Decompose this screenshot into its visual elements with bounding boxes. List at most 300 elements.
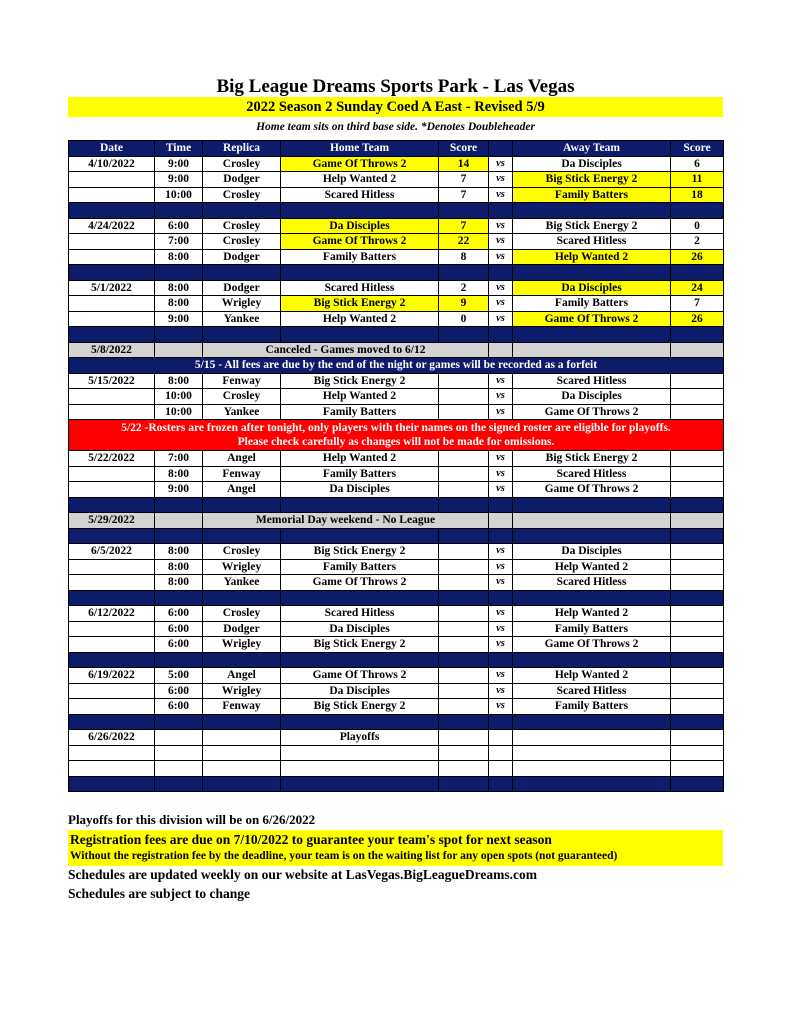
col-away-team: Away Team	[513, 141, 671, 157]
separator-cell	[281, 528, 439, 544]
separator-cell	[439, 203, 489, 219]
time-cell: 8:00	[155, 575, 203, 591]
vs-cell: vs	[489, 404, 513, 420]
home-score-cell	[439, 621, 489, 637]
separator-cell	[203, 652, 281, 668]
home-team-cell: Family Batters	[281, 249, 439, 265]
separator-row	[69, 265, 724, 281]
away-team-cell: Family Batters	[513, 187, 671, 203]
separator-row	[69, 652, 724, 668]
vs-cell	[489, 745, 513, 761]
home-team-cell: Game Of Throws 2	[281, 234, 439, 250]
separator-cell	[69, 528, 155, 544]
away-score-cell	[671, 404, 724, 420]
time-cell: 9:00	[155, 311, 203, 327]
home-team-cell: Game Of Throws 2	[281, 575, 439, 591]
date-cell: 4/10/2022	[69, 156, 155, 172]
away-score-cell: 0	[671, 218, 724, 234]
away-score-cell: 18	[671, 187, 724, 203]
roster-notice-line-2: Please check carefully as changes will not be made for omissions.	[237, 436, 555, 448]
date-cell: 6/5/2022	[69, 544, 155, 560]
date-cell	[69, 559, 155, 575]
away-score-cell	[671, 451, 724, 467]
home-team-cell: Help Wanted 2	[281, 451, 439, 467]
vs-cell: vs	[489, 621, 513, 637]
separator-cell	[203, 590, 281, 606]
time-cell: 8:00	[155, 466, 203, 482]
away-team-cell: Family Batters	[513, 699, 671, 715]
home-team-cell: Big Stick Energy 2	[281, 699, 439, 715]
separator-cell	[671, 528, 724, 544]
home-score-cell	[439, 683, 489, 699]
home-score-cell	[439, 668, 489, 684]
home-team-cell: Family Batters	[281, 466, 439, 482]
separator-cell	[155, 652, 203, 668]
replica-cell: Yankee	[203, 575, 281, 591]
date-cell	[69, 404, 155, 420]
home-team-cell: Game Of Throws 2	[281, 156, 439, 172]
replica-cell: Crosley	[203, 187, 281, 203]
vs-cell: vs	[489, 156, 513, 172]
game-row	[69, 451, 724, 467]
replica-cell: Wrigley	[203, 296, 281, 312]
date-cell	[69, 172, 155, 188]
time-cell: 10:00	[155, 389, 203, 405]
time-cell: 8:00	[155, 373, 203, 389]
game-row	[69, 389, 724, 405]
date-cell	[69, 311, 155, 327]
home-score-cell: 7	[439, 172, 489, 188]
playoffs-note: Playoffs for this division will be on 6/26/2022	[68, 812, 316, 827]
replica-cell: Dodger	[203, 621, 281, 637]
game-row	[69, 668, 724, 684]
away-team-cell	[513, 745, 671, 761]
separator-cell	[439, 497, 489, 513]
away-team-cell: Scared Hitless	[513, 683, 671, 699]
away-score-cell: 6	[671, 156, 724, 172]
away-score-cell	[671, 683, 724, 699]
vs-cell: vs	[489, 544, 513, 560]
separator-row	[69, 590, 724, 606]
date-cell	[69, 745, 155, 761]
game-row	[69, 683, 724, 699]
separator-cell	[281, 497, 439, 513]
replica-cell: Fenway	[203, 699, 281, 715]
game-row	[69, 466, 724, 482]
separator-cell	[513, 265, 671, 281]
waiting-list-note: Without the registration fee by the deadline, your team is on the waiting list for any open spots (not guaranteed)	[70, 850, 618, 862]
away-team-cell	[513, 730, 671, 746]
date-cell	[69, 621, 155, 637]
date-cell: 4/24/2022	[69, 218, 155, 234]
separator-cell	[439, 327, 489, 343]
vs-cell: vs	[489, 218, 513, 234]
away-score-cell	[671, 621, 724, 637]
game-row	[69, 249, 724, 265]
separator-cell	[281, 327, 439, 343]
col-vs	[489, 141, 513, 157]
game-row	[69, 559, 724, 575]
home-team-cell: Da Disciples	[281, 482, 439, 498]
separator-cell	[439, 265, 489, 281]
home-team-cell: Help Wanted 2	[281, 172, 439, 188]
replica-cell: Crosley	[203, 234, 281, 250]
separator-cell	[439, 528, 489, 544]
separator-cell	[69, 327, 155, 343]
away-team-cell: Help Wanted 2	[513, 249, 671, 265]
date-cell	[69, 575, 155, 591]
game-row	[69, 544, 724, 560]
separator-cell	[155, 203, 203, 219]
away-team-cell: Help Wanted 2	[513, 668, 671, 684]
away-score-cell	[671, 466, 724, 482]
separator-cell	[513, 327, 671, 343]
separator-cell	[489, 497, 513, 513]
away-team-cell: Game Of Throws 2	[513, 482, 671, 498]
empty-cell	[489, 342, 513, 358]
home-score-cell	[439, 559, 489, 575]
date-cell	[69, 249, 155, 265]
time-cell: 6:00	[155, 683, 203, 699]
separator-cell	[203, 714, 281, 730]
away-team-cell: Big Stick Energy 2	[513, 172, 671, 188]
away-score-cell	[671, 373, 724, 389]
away-score-cell	[671, 637, 724, 653]
home-score-cell	[439, 373, 489, 389]
game-row	[69, 373, 724, 389]
game-row	[69, 234, 724, 250]
separator-cell	[513, 528, 671, 544]
away-team-cell: Da Disciples	[513, 544, 671, 560]
home-score-cell: 0	[439, 311, 489, 327]
separator-cell	[671, 265, 724, 281]
away-team-cell: Da Disciples	[513, 156, 671, 172]
separator-cell	[671, 497, 724, 513]
game-row	[69, 187, 724, 203]
game-row	[69, 730, 724, 746]
vs-cell: vs	[489, 389, 513, 405]
fees-notice-row	[69, 358, 724, 374]
date-cell	[69, 466, 155, 482]
game-row	[69, 156, 724, 172]
website-note: Schedules are updated weekly on our website at LasVegas.BigLeagueDreams.com	[68, 867, 538, 882]
separator-cell	[69, 652, 155, 668]
away-score-cell	[671, 559, 724, 575]
separator-cell	[439, 652, 489, 668]
away-team-cell: Game Of Throws 2	[513, 637, 671, 653]
away-team-cell: Da Disciples	[513, 389, 671, 405]
game-row	[69, 404, 724, 420]
vs-cell: vs	[489, 699, 513, 715]
away-score-cell: 26	[671, 311, 724, 327]
time-cell: 6:00	[155, 621, 203, 637]
home-score-cell	[439, 730, 489, 746]
game-row	[69, 280, 724, 296]
vs-cell: vs	[489, 466, 513, 482]
time-cell: 8:00	[155, 544, 203, 560]
separator-cell	[281, 776, 439, 792]
date-cell	[69, 637, 155, 653]
date-cell	[69, 482, 155, 498]
date-cell	[69, 761, 155, 777]
away-score-cell	[671, 575, 724, 591]
game-row	[69, 637, 724, 653]
time-cell	[155, 730, 203, 746]
canceled-row	[69, 342, 724, 358]
separator-row	[69, 203, 724, 219]
empty-cell	[489, 513, 513, 529]
home-team-cell: Family Batters	[281, 404, 439, 420]
separator-cell	[203, 327, 281, 343]
game-row	[69, 761, 724, 777]
game-row	[69, 606, 724, 622]
away-score-cell	[671, 482, 724, 498]
date-cell	[69, 187, 155, 203]
separator-row	[69, 528, 724, 544]
empty-cell	[155, 513, 203, 529]
empty-cell	[155, 342, 203, 358]
home-score-cell: 7	[439, 187, 489, 203]
page-title: Big League Dreams Sports Park - Las Vegas	[216, 76, 575, 97]
roster-notice-line-1: 5/22 -Rosters are frozen after tonight, only players with their names on the signed roster are eligible for playoffs.	[121, 422, 671, 434]
vs-cell: vs	[489, 683, 513, 699]
home-score-cell	[439, 699, 489, 715]
vs-cell: vs	[489, 280, 513, 296]
replica-cell: Fenway	[203, 373, 281, 389]
away-team-cell: Big Stick Energy 2	[513, 451, 671, 467]
away-score-cell: 26	[671, 249, 724, 265]
registration-note: Registration fees are due on 7/10/2022 to guarantee your team's spot for next season	[70, 832, 552, 847]
date-cell: 5/15/2022	[69, 373, 155, 389]
vs-cell: vs	[489, 668, 513, 684]
home-team-cell: Da Disciples	[281, 621, 439, 637]
col-home-team: Home Team	[281, 141, 439, 157]
time-cell: 8:00	[155, 249, 203, 265]
separator-cell	[489, 714, 513, 730]
replica-cell	[203, 730, 281, 746]
time-cell: 8:00	[155, 296, 203, 312]
home-team-cell	[281, 745, 439, 761]
replica-cell: Yankee	[203, 404, 281, 420]
home-score-cell	[439, 745, 489, 761]
away-team-cell: Big Stick Energy 2	[513, 218, 671, 234]
vs-cell: vs	[489, 249, 513, 265]
replica-cell: Crosley	[203, 544, 281, 560]
home-score-cell: 7	[439, 218, 489, 234]
separator-row	[69, 327, 724, 343]
home-team-cell: Playoffs	[281, 730, 439, 746]
home-team-note: Home team sits on third base side. *Denotes Doubleheader	[256, 121, 535, 133]
vs-cell: vs	[489, 482, 513, 498]
empty-cell	[513, 513, 671, 529]
separator-cell	[69, 776, 155, 792]
away-team-cell: Scared Hitless	[513, 373, 671, 389]
separator-cell	[281, 714, 439, 730]
separator-cell	[489, 776, 513, 792]
time-cell: 9:00	[155, 482, 203, 498]
separator-cell	[69, 590, 155, 606]
date-cell	[69, 389, 155, 405]
home-team-cell: Big Stick Energy 2	[281, 373, 439, 389]
separator-cell	[203, 203, 281, 219]
vs-cell: vs	[489, 172, 513, 188]
home-score-cell	[439, 544, 489, 560]
time-cell	[155, 745, 203, 761]
separator-cell	[69, 497, 155, 513]
date-cell	[69, 234, 155, 250]
notice-cell: Canceled - Games moved to 6/12	[203, 342, 489, 358]
time-cell: 5:00	[155, 668, 203, 684]
replica-cell: Crosley	[203, 389, 281, 405]
away-score-cell: 11	[671, 172, 724, 188]
replica-cell: Yankee	[203, 311, 281, 327]
separator-cell	[69, 265, 155, 281]
empty-cell	[513, 342, 671, 358]
vs-cell	[489, 730, 513, 746]
home-score-cell	[439, 404, 489, 420]
home-score-cell: 14	[439, 156, 489, 172]
separator-cell	[155, 714, 203, 730]
home-score-cell: 8	[439, 249, 489, 265]
away-score-cell: 7	[671, 296, 724, 312]
separator-cell	[489, 590, 513, 606]
home-team-cell: Big Stick Energy 2	[281, 544, 439, 560]
away-score-cell	[671, 745, 724, 761]
game-row	[69, 575, 724, 591]
notice-cell: Memorial Day weekend - No League	[203, 513, 489, 529]
separator-cell	[155, 497, 203, 513]
col-date: Date	[69, 141, 155, 157]
separator-cell	[281, 652, 439, 668]
game-row	[69, 172, 724, 188]
separator-cell	[69, 714, 155, 730]
separator-cell	[671, 327, 724, 343]
home-team-cell: Da Disciples	[281, 218, 439, 234]
time-cell: 8:00	[155, 559, 203, 575]
replica-cell: Dodger	[203, 249, 281, 265]
date-cell: 5/22/2022	[69, 451, 155, 467]
game-row	[69, 482, 724, 498]
empty-cell	[671, 513, 724, 529]
replica-cell: Dodger	[203, 280, 281, 296]
home-score-cell: 9	[439, 296, 489, 312]
vs-cell: vs	[489, 234, 513, 250]
vs-cell: vs	[489, 575, 513, 591]
home-score-cell	[439, 482, 489, 498]
separator-cell	[155, 590, 203, 606]
separator-cell	[155, 528, 203, 544]
vs-cell: vs	[489, 451, 513, 467]
home-score-cell	[439, 451, 489, 467]
separator-cell	[439, 714, 489, 730]
separator-cell	[155, 265, 203, 281]
separator-cell	[671, 652, 724, 668]
vs-cell: vs	[489, 296, 513, 312]
away-score-cell	[671, 668, 724, 684]
canceled-row	[69, 513, 724, 529]
away-team-cell: Help Wanted 2	[513, 606, 671, 622]
vs-cell	[489, 761, 513, 777]
away-team-cell: Family Batters	[513, 621, 671, 637]
vs-cell: vs	[489, 187, 513, 203]
game-row	[69, 311, 724, 327]
time-cell: 9:00	[155, 172, 203, 188]
date-cell: 6/12/2022	[69, 606, 155, 622]
separator-cell	[513, 776, 671, 792]
separator-cell	[513, 203, 671, 219]
replica-cell: Angel	[203, 451, 281, 467]
date-cell	[69, 699, 155, 715]
home-score-cell	[439, 761, 489, 777]
date-cell: 6/19/2022	[69, 668, 155, 684]
date-cell	[69, 683, 155, 699]
away-score-cell	[671, 544, 724, 560]
separator-cell	[671, 590, 724, 606]
replica-cell: Angel	[203, 482, 281, 498]
home-score-cell: 22	[439, 234, 489, 250]
home-team-cell: Scared Hitless	[281, 280, 439, 296]
game-row	[69, 218, 724, 234]
empty-cell	[671, 342, 724, 358]
separator-cell	[671, 714, 724, 730]
date-cell: 5/8/2022	[69, 342, 155, 358]
subject-to-change-note: Schedules are subject to change	[68, 886, 250, 901]
registration-box	[68, 830, 723, 866]
separator-cell	[513, 497, 671, 513]
away-team-cell: Game Of Throws 2	[513, 311, 671, 327]
separator-cell	[489, 265, 513, 281]
home-team-cell: Game Of Throws 2	[281, 668, 439, 684]
away-score-cell: 24	[671, 280, 724, 296]
separator-cell	[281, 265, 439, 281]
separator-cell	[513, 714, 671, 730]
away-team-cell: Scared Hitless	[513, 234, 671, 250]
date-cell: 6/26/2022	[69, 730, 155, 746]
home-team-cell: Family Batters	[281, 559, 439, 575]
home-team-cell: Da Disciples	[281, 683, 439, 699]
separator-row	[69, 497, 724, 513]
replica-cell: Crosley	[203, 156, 281, 172]
vs-cell: vs	[489, 559, 513, 575]
roster-notice-row	[69, 420, 724, 451]
date-cell	[69, 296, 155, 312]
separator-cell	[69, 203, 155, 219]
time-cell: 10:00	[155, 187, 203, 203]
col-replica: Replica	[203, 141, 281, 157]
separator-cell	[203, 265, 281, 281]
away-team-cell: Game Of Throws 2	[513, 404, 671, 420]
time-cell: 10:00	[155, 404, 203, 420]
roster-notice-cell	[69, 420, 724, 451]
away-score-cell	[671, 699, 724, 715]
home-score-cell	[439, 637, 489, 653]
replica-cell: Dodger	[203, 172, 281, 188]
separator-cell	[203, 497, 281, 513]
away-team-cell: Scared Hitless	[513, 466, 671, 482]
game-row	[69, 745, 724, 761]
separator-cell	[155, 327, 203, 343]
replica-cell: Crosley	[203, 218, 281, 234]
home-score-cell	[439, 606, 489, 622]
separator-cell	[155, 776, 203, 792]
home-team-cell	[281, 761, 439, 777]
separator-row	[69, 776, 724, 792]
header-row	[69, 141, 724, 157]
col-away-score: Score	[671, 141, 724, 157]
time-cell: 6:00	[155, 637, 203, 653]
replica-cell: Wrigley	[203, 637, 281, 653]
col-time: Time	[155, 141, 203, 157]
